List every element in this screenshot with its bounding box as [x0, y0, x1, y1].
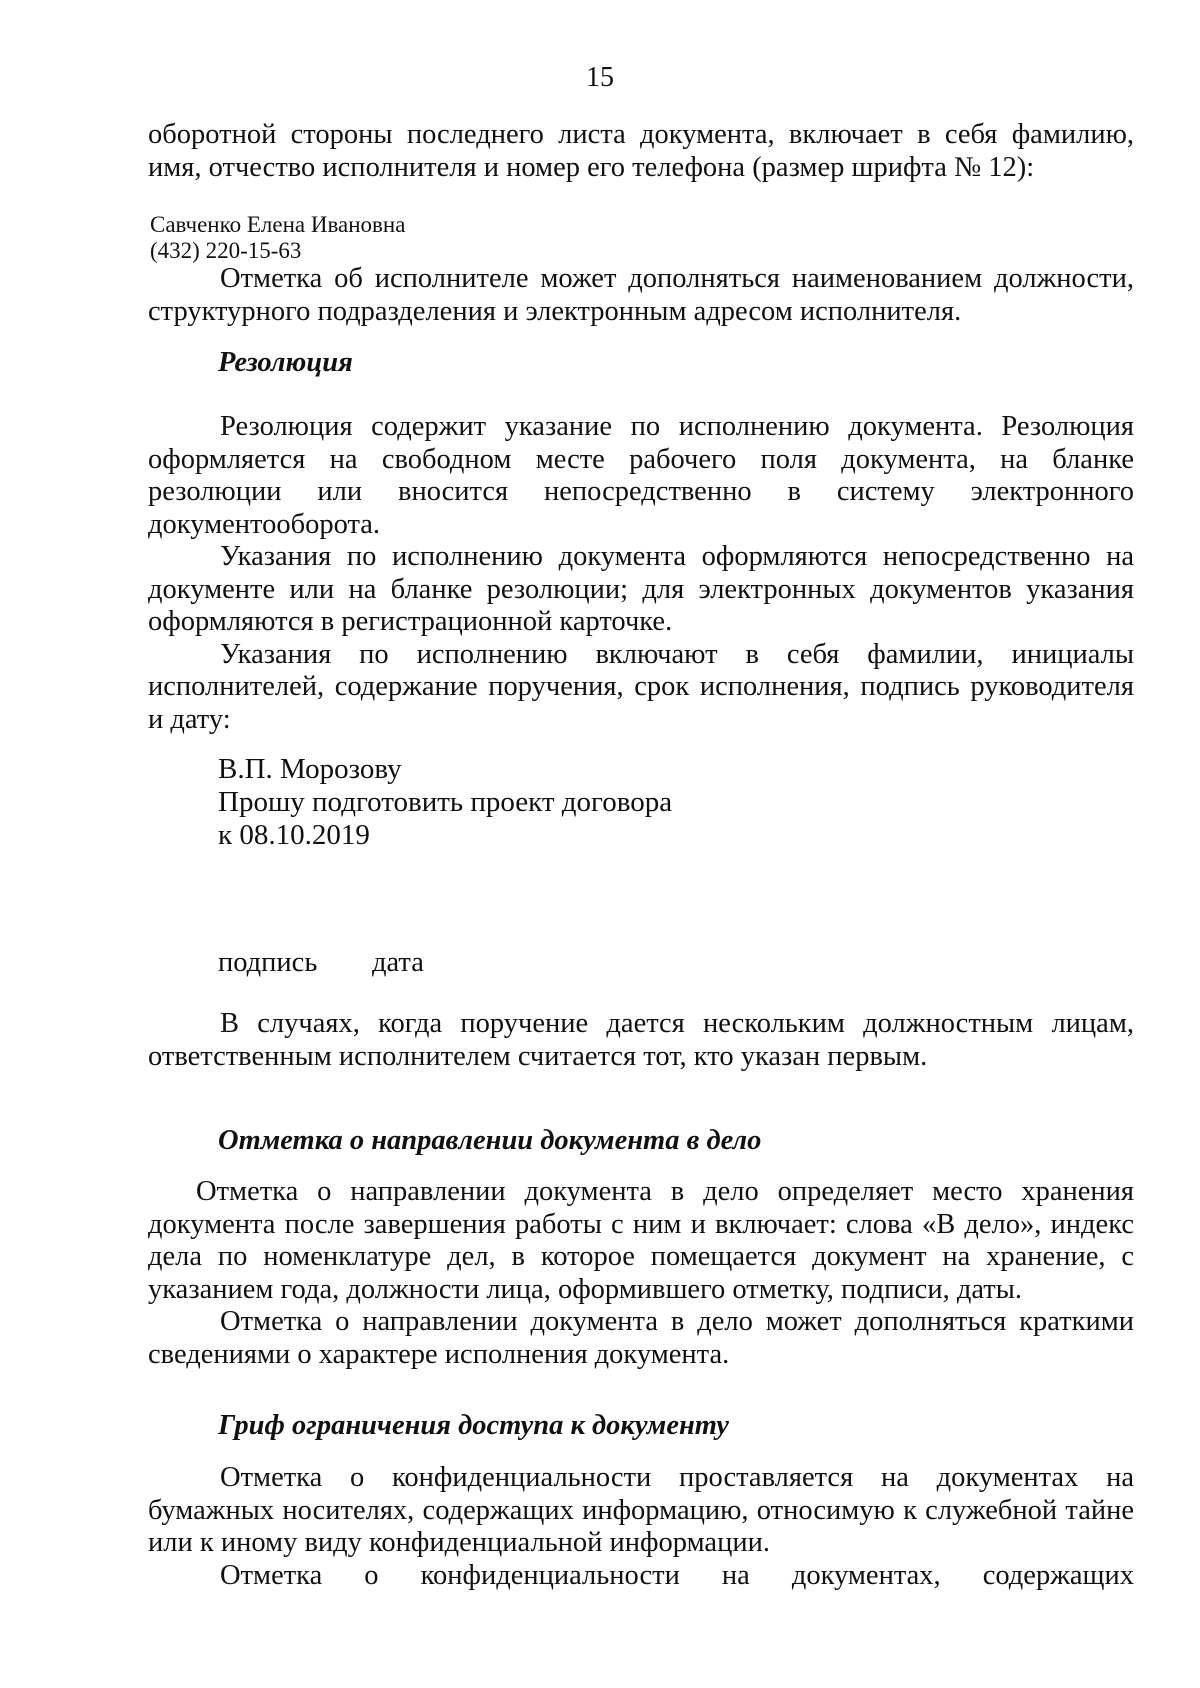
file-mark-paragraphs	[148, 1176, 1134, 1371]
access-para-1: Отметка о конфиденциальности проставляется на документах на бумажных носителях, содержащих информацию, относимую к служебной тайне или к иному виду конфиденциальной информации.	[148, 1462, 1134, 1558]
resolution-para-4: В случаях, когда поручение дается нескольким должностным лицам, ответственным исполнителем считается тот, кто указан первым.	[148, 1008, 1134, 1072]
signature-label: подпись	[218, 947, 318, 978]
executor-phone: (432) 220-15-63	[150, 238, 302, 263]
resolution-para-2: Указания по исполнению документа оформляются непосредственно на документе или на бланке резолюции; для электронных документов указания оформляются в регистрационной карточке.	[148, 541, 1134, 637]
file-mark-para-2: Отметка о направлении документа в дело может дополняться краткими сведениями о характере исполнения документа.	[148, 1306, 1134, 1370]
resolution-example	[218, 753, 672, 852]
file-mark-para-1: Отметка о направлении документа в дело определяет место хранения документа после завершения работы с ним и включает: слова «В дело», индекс дела по номенклатуре дел, в которое помещается документ на хранение, с указанием года, должности лица, оформившего отметку, подписи, даты.	[148, 1176, 1134, 1305]
executor-note-line-2: структурного подразделения и электронным адресом исполнителя.	[148, 295, 962, 327]
executor-example	[150, 212, 405, 264]
resolution-paragraphs	[148, 411, 1134, 736]
resolution-para-3: Указания по исполнению включают в себя фамилии, инициалы исполнителей, содержание поручения, срок исполнения, подпись руководителя и дату:	[148, 638, 1134, 735]
access-paragraphs	[148, 1462, 1134, 1592]
heading-resolution: Резолюция	[218, 347, 353, 378]
executor-note-line-1: Отметка об исполнителе может дополняться наименованием должности,	[220, 263, 1134, 294]
resolution-para-4-block	[148, 1008, 1134, 1073]
heading-access-restriction: Гриф ограничения доступа к документу	[218, 1410, 729, 1441]
access-para-2: Отметка о конфиденциальности на документах, содержащих	[220, 1559, 1134, 1591]
intro-paragraph	[148, 119, 1134, 184]
resolution-para-1: Резолюция содержит указание по исполнению документа. Резолюция оформляется на свободном месте рабочего поля документа, на бланке резолюции или вносится непосредственно в систему электронного документооборота.	[148, 411, 1134, 540]
resolution-deadline: к 08.10.2019	[218, 819, 370, 851]
intro-line-2: имя, отчество исполнителя и номер его телефона (размер шрифта № 12):	[148, 151, 1035, 183]
executor-note	[148, 263, 1134, 328]
resolution-instruction: Прошу подготовить проект договора	[218, 786, 673, 818]
date-label: дата	[372, 947, 424, 978]
executor-name: Савченко Елена Ивановна	[150, 212, 406, 237]
heading-file-mark: Отметка о направлении документа в дело	[218, 1125, 762, 1156]
resolution-addressee: В.П. Морозову	[218, 753, 402, 785]
page-number: 15	[586, 62, 614, 93]
intro-line-1: оборотной стороны последнего листа документа, включает в себя фамилию,	[148, 119, 1134, 150]
